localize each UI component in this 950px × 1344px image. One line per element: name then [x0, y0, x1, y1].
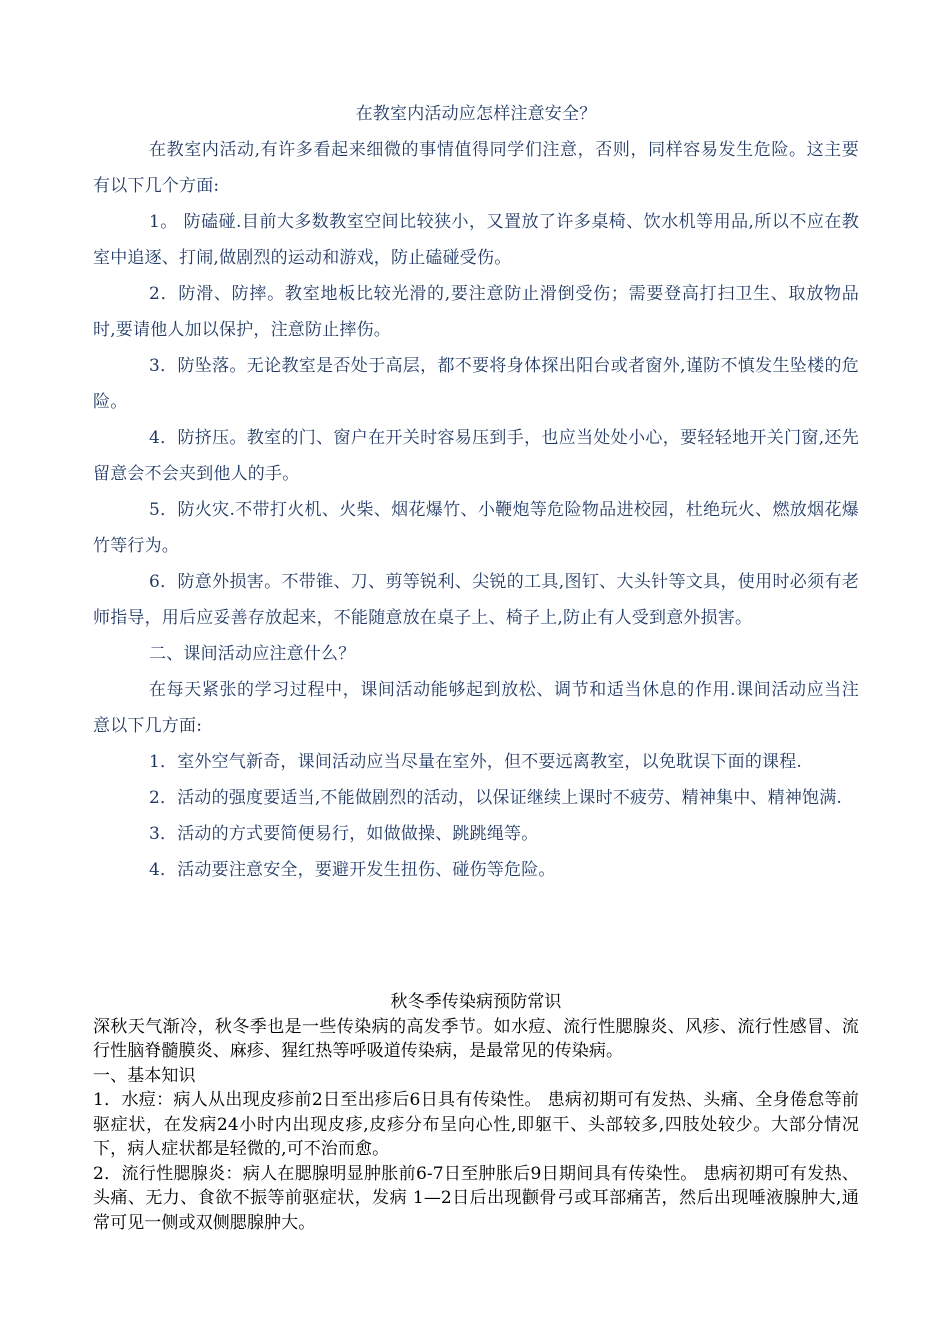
break-item-1: 1．室外空气新奇，课间活动应当尽量在室外，但不要远离教室，以免耽误下面的课程. [149, 752, 803, 772]
break-item-4: 4．活动要注意安全，要避开发生扭伤、碰伤等危险。 [149, 860, 556, 880]
break-item-2: 2．活动的强度要适当,不能做剧烈的活动，以保证继续上课时不疲劳、精神集中、精神饱满. [149, 788, 843, 808]
disease-item-2: 2．流行性腮腺炎：病人在腮腺明显肿胀前6-7日至肿胀后9日期间具有传染性。 患病初期可有发热、头痛、无力、食欲不振等前驱症状，发病 1—2日后出现颧骨弓或耳部痛苦，然后出现唾液腺肿大,通常可见一侧或双侧腮腺肿大。 [93, 1163, 859, 1233]
section-title: 在教室内活动应怎样注意安全？ [355, 104, 597, 124]
safety-item-2: 2．防滑、防摔。教室地板比较光滑的,要注意防止滑倒受伤；需要登高打扫卫生、取放物品时,要请他人加以保护，注意防止摔伤。 [93, 284, 859, 340]
safety-item-3: 3．防坠落。无论教室是否处于高层，都不要将身体探出阳台或者窗外,谨防不慎发生坠楼的危险。 [93, 356, 859, 412]
safety-item-6: 6．防意外损害。不带锥、刀、剪等锐利、尖锐的工具,图钉、大头针等文具，使用时必须有老师指导，用后应妥善存放起来，不能随意放在桌子上、椅子上,防止有人受到意外损害。 [93, 572, 859, 628]
safety-item-4: 4．防挤压。教室的门、窗户在开关时容易压到手，也应当处处小心，要轻轻地开关门窗,还先留意会不会夹到他人的手。 [93, 428, 859, 484]
break-activity-heading: 二、课间活动应注意什么？ [149, 644, 356, 664]
safety-item-1: 1。 防磕碰.目前大多数教室空间比较狭小，又置放了许多桌椅、饮水机等用品,所以不应在教室中追逐、打闹,做剧烈的运动和游戏，防止磕碰受伤。 [93, 212, 859, 268]
break-item-3: 3．活动的方式要简便易行，如做做操、跳跳绳等。 [149, 824, 539, 844]
section-intro: 在教室内活动,有许多看起来细微的事情值得同学们注意，否则，同样容易发生危险。这主要有以下几个方面: [93, 140, 859, 196]
safety-item-5: 5．防火灾.不带打火机、火柴、烟花爆竹、小鞭炮等危险物品进校园，杜绝玩火、燃放烟花爆竹等行为。 [93, 500, 859, 556]
basic-knowledge-heading: 一、基本知识 [93, 1065, 196, 1086]
disease-prevention-section [93, 990, 859, 1235]
disease-item-1: 1．水痘：病人从出现皮疹前2日至出疹后6日具有传染性。 患病初期可有发热、头痛、全身倦怠等前驱症状，在发病24小时内出现皮疹,皮疹分布呈向心性,即躯干、头部较多,四肢处较少。大部分情况下，病人症状都是轻微的,可不治而愈。 [93, 1090, 859, 1159]
break-activity-intro: 在每天紧张的学习过程中，课间活动能够起到放松、调节和适当休息的作用.课间活动应当注意以下几方面: [93, 680, 859, 736]
section-intro: 深秋天气渐冷，秋冬季也是一些传染病的高发季节。如水痘、流行性腮腺炎、风疹、流行性感冒、流行性脑脊髓膜炎、麻疹、猩红热等呼吸道传染病，是最常见的传染病。 [93, 1016, 859, 1061]
classroom-safety-section [93, 96, 859, 888]
section-title: 秋冬季传染病预防常识 [390, 992, 562, 1012]
